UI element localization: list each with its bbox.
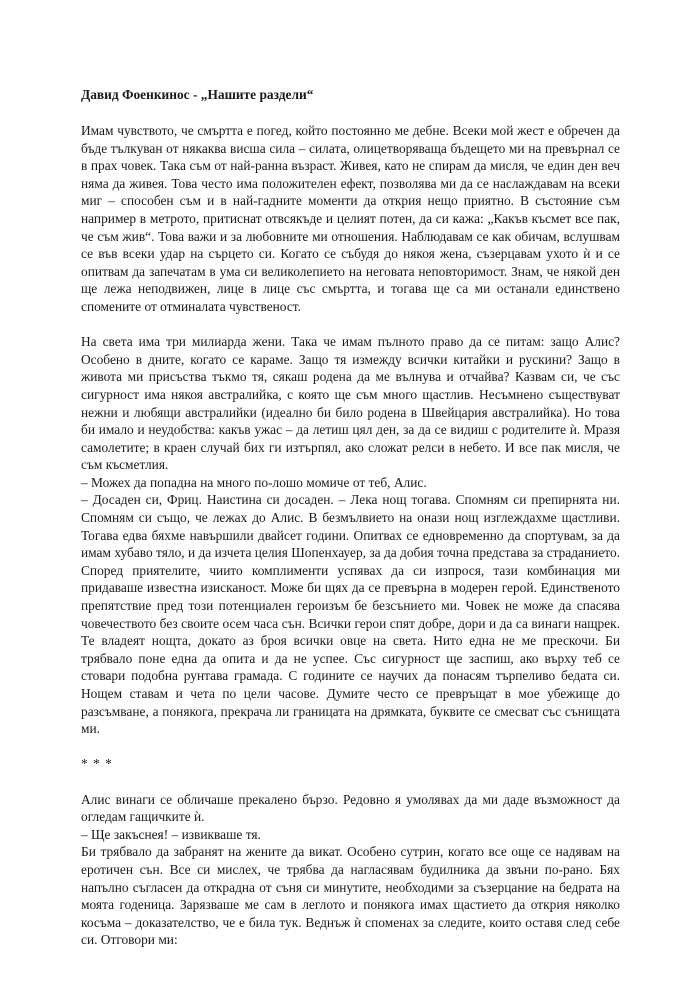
dialogue-line-1: – Можех да попадна на много по-лошо момиче от теб, Алис. [81,474,427,490]
paragraph-3: – Досаден си, Фриц. Наистина си досаден. – Лека нощ тогава. Спомням си препирнята ни. Спомням си също, че лежах до Алис. В безмълвието на онази нощ изглеждахме щастливи. Тогава едва бяхме навършили двайсет години. Опитвах се едновременно да спортувам, за да имам хубаво тяло, и да изчета целия Шопенхауер, за да добия точна представа за страданието. Според приятелите, чиито комплименти успявах да си изпрося, тази комбинация ми придаваше известна изисканост. Може би щях да се превърна в модерен герой. Единственото препятствие пред този потенциален героизъм бе безсънието ми. Човек не може да спасява човечеството без своите осем часа сън. Всички герои спят добре, дори и да са винаги нащрек. Те владеят нощта, докато аз броя всички овце на света. Нито една не ме прескочи. Би трябвало поне една да опита и да не успее. Със сигурност ще заспиш, ако върху теб се стовари подобна рунтава грамада. С годините се научих да понасям търпеливо бедата си. Нощем ставам и чета по цели часове. Думите често се превръщат в мое убежище до разсъмване, а понякога, прекрача ли границата на дрямката, буквите се смесват със сънищата ми. [81,492,620,737]
paragraph-gap [81,738,620,756]
paragraph-2: На света има три милиарда жени. Така че имам пълното право да се питам: защо Алис? Особено в дните, когато се караме. Защо тя измежду всички китайки и рускини? Защо в живота ми присъства тъкмо тя, сякаш родена да ме вълнува и отчайва? Казвам си, че със сигурност има някоя австралийка, с която ще съм много щастлив. Несъмнено съществуват нежни и любящи австралийки (идеално би било родена в Швейцария австралийка). Но това би имало и неудобства: какъв ужас – да летиш цял ден, за да се видиш с родителите ѝ. Мразя самолетите; в краен случай бих ги изтърпял, ако сложат релси в небето. И все пак мисля, че съм късметлия. [81,334,620,473]
paragraph-1: Имам чувството, че смъртта е погед, който постоянно ме дебне. Всеки мой жест е обречен да бъде тълкуван от някаква висша сила – силата, олицетворяваща бъдещето ми на превърнал се в прах човек. Така съм от най-ранна възраст. Живея, като не спирам да мисля, че един ден веч няма да живея. Това често има положителен ефект, позволява ми да се наслаждавам на всеки миг – способен съм и в най-гадните моменти да открия нещо приятно. В състояние съм например в метрото, притиснат отвсякъде и целият потен, да си кажа: „Какъв късмет все пак, че съм жив“. Това важи и за любовните ми отношения. Наблюдавам се как обичам, вслушвам се във всеки удар на сърцето си. Когато се събудя до някоя жена, съзерцавам ухото ѝ и се опитвам да запечатам в ума си великолепието на неговата неповторимост. Знам, че някой ден ще лежа неподвижен, лице в лице със смъртта, и тогава ще са ми останали единствено спомените от отминалата чувственост. [81,123,620,314]
paragraph-gap [81,316,620,334]
dialogue-line-2: – Ще закъснея! – извикваше тя. [81,826,261,842]
section-separator: * * * [81,756,113,772]
paragraph-4: Алис винаги се обличаше прекалено бързо. Редовно я умолявах да ми даде възможност да огледам гащичките ѝ. [81,791,620,825]
paragraph-5: Би трябвало да забранят на жените да викат. Особено сутрин, когато все още се надявам на еротичен сън. Все си мислех, че трябва да нагласявам будилника да звъни по-рано. Бях напълно съгласен да открадна от съня си минутите, необходими за съзерцание на бедрата на моята годеница. Зарязваше ме сам в леглото и понякога имах щастието да открия няколко косъма – доказателство, че е била тук. Веднъж ѝ споменах за следите, които оставя след себе си. Отговори ми: [81,844,620,948]
paragraph-gap [81,773,620,791]
document-title: Давид Фоенкинос - „Нашите раздели“ [81,87,314,102]
